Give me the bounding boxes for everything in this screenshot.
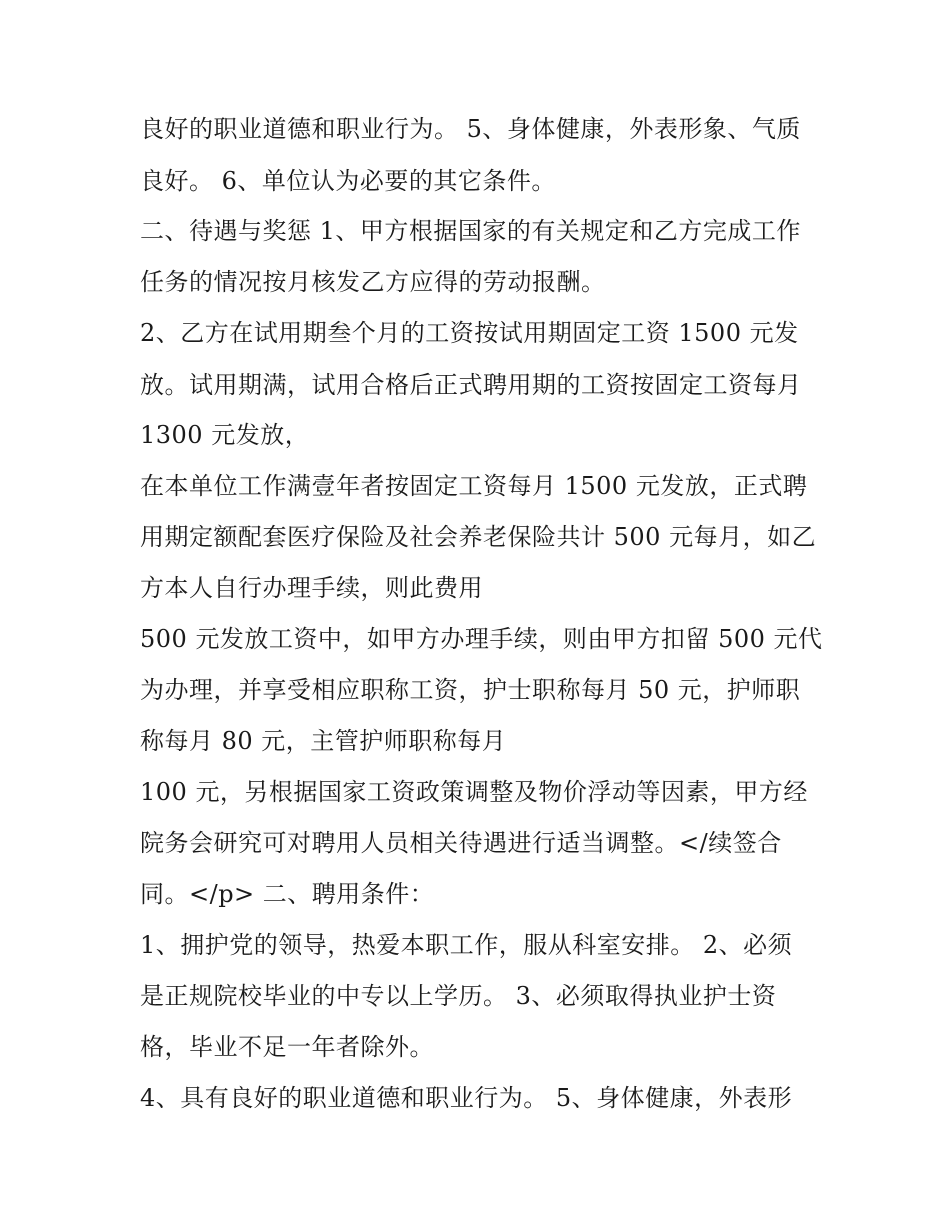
text-line: 称每月 80 元，主管护师职称每月 [140,727,507,755]
text-line: 500 元发放工资中，如甲方办理手续，则由甲方扣留 500 元代 [140,625,823,653]
text-line: 在本单位工作满壹年者按固定工资每月 1500 元发放，正式聘 [140,472,808,500]
text-line: 2、乙方在试用期叁个月的工资按试用期固定工资 1500 元发 [140,319,799,347]
text-line: 4、具有良好的职业道德和职业行为。 5、身体健康，外表形 [140,1084,793,1112]
text-line: 方本人自行办理手续，则此费用 [140,574,483,602]
section-heading-line: 二、待遇与奖惩 1、甲方根据国家的有关规定和乙方完成工作 [140,217,801,245]
text-line: 1300 元发放， [140,421,310,449]
text-line: 是正规院校毕业的中专以上学历。 3、必须取得执业护士资 [140,982,777,1010]
text-line: 1、拥护党的领导，热爱本职工作，服从科室安排。 2、必须 [140,931,793,959]
section-heading-line: 同。</p> 二、聘用条件： [140,880,435,908]
text-line: 100 元，另根据国家工资政策调整及物价浮动等因素，甲方经 [140,778,808,806]
text-line: 放。试用期满，试用合格后正式聘用期的工资按固定工资每月 [140,371,802,399]
text-line: 格，毕业不足一年者除外。 [140,1033,434,1061]
text-line: 用期定额配套医疗保险及社会养老保险共计 500 元每月，如乙 [140,523,817,551]
text-line: 良好。 6、单位认为必要的其它条件。 [140,167,556,195]
text-line: 为办理，并享受相应职称工资，护士职称每月 50 元，护师职 [140,676,801,704]
text-line: 良好的职业道德和职业行为。 5、身体健康，外表形象、气质 [140,115,801,143]
text-line: 任务的情况按月核发乙方应得的劳动报酬。 [140,268,606,296]
text-line: 院务会研究可对聘用人员相关待遇进行适当调整。</续签合 [140,829,782,857]
